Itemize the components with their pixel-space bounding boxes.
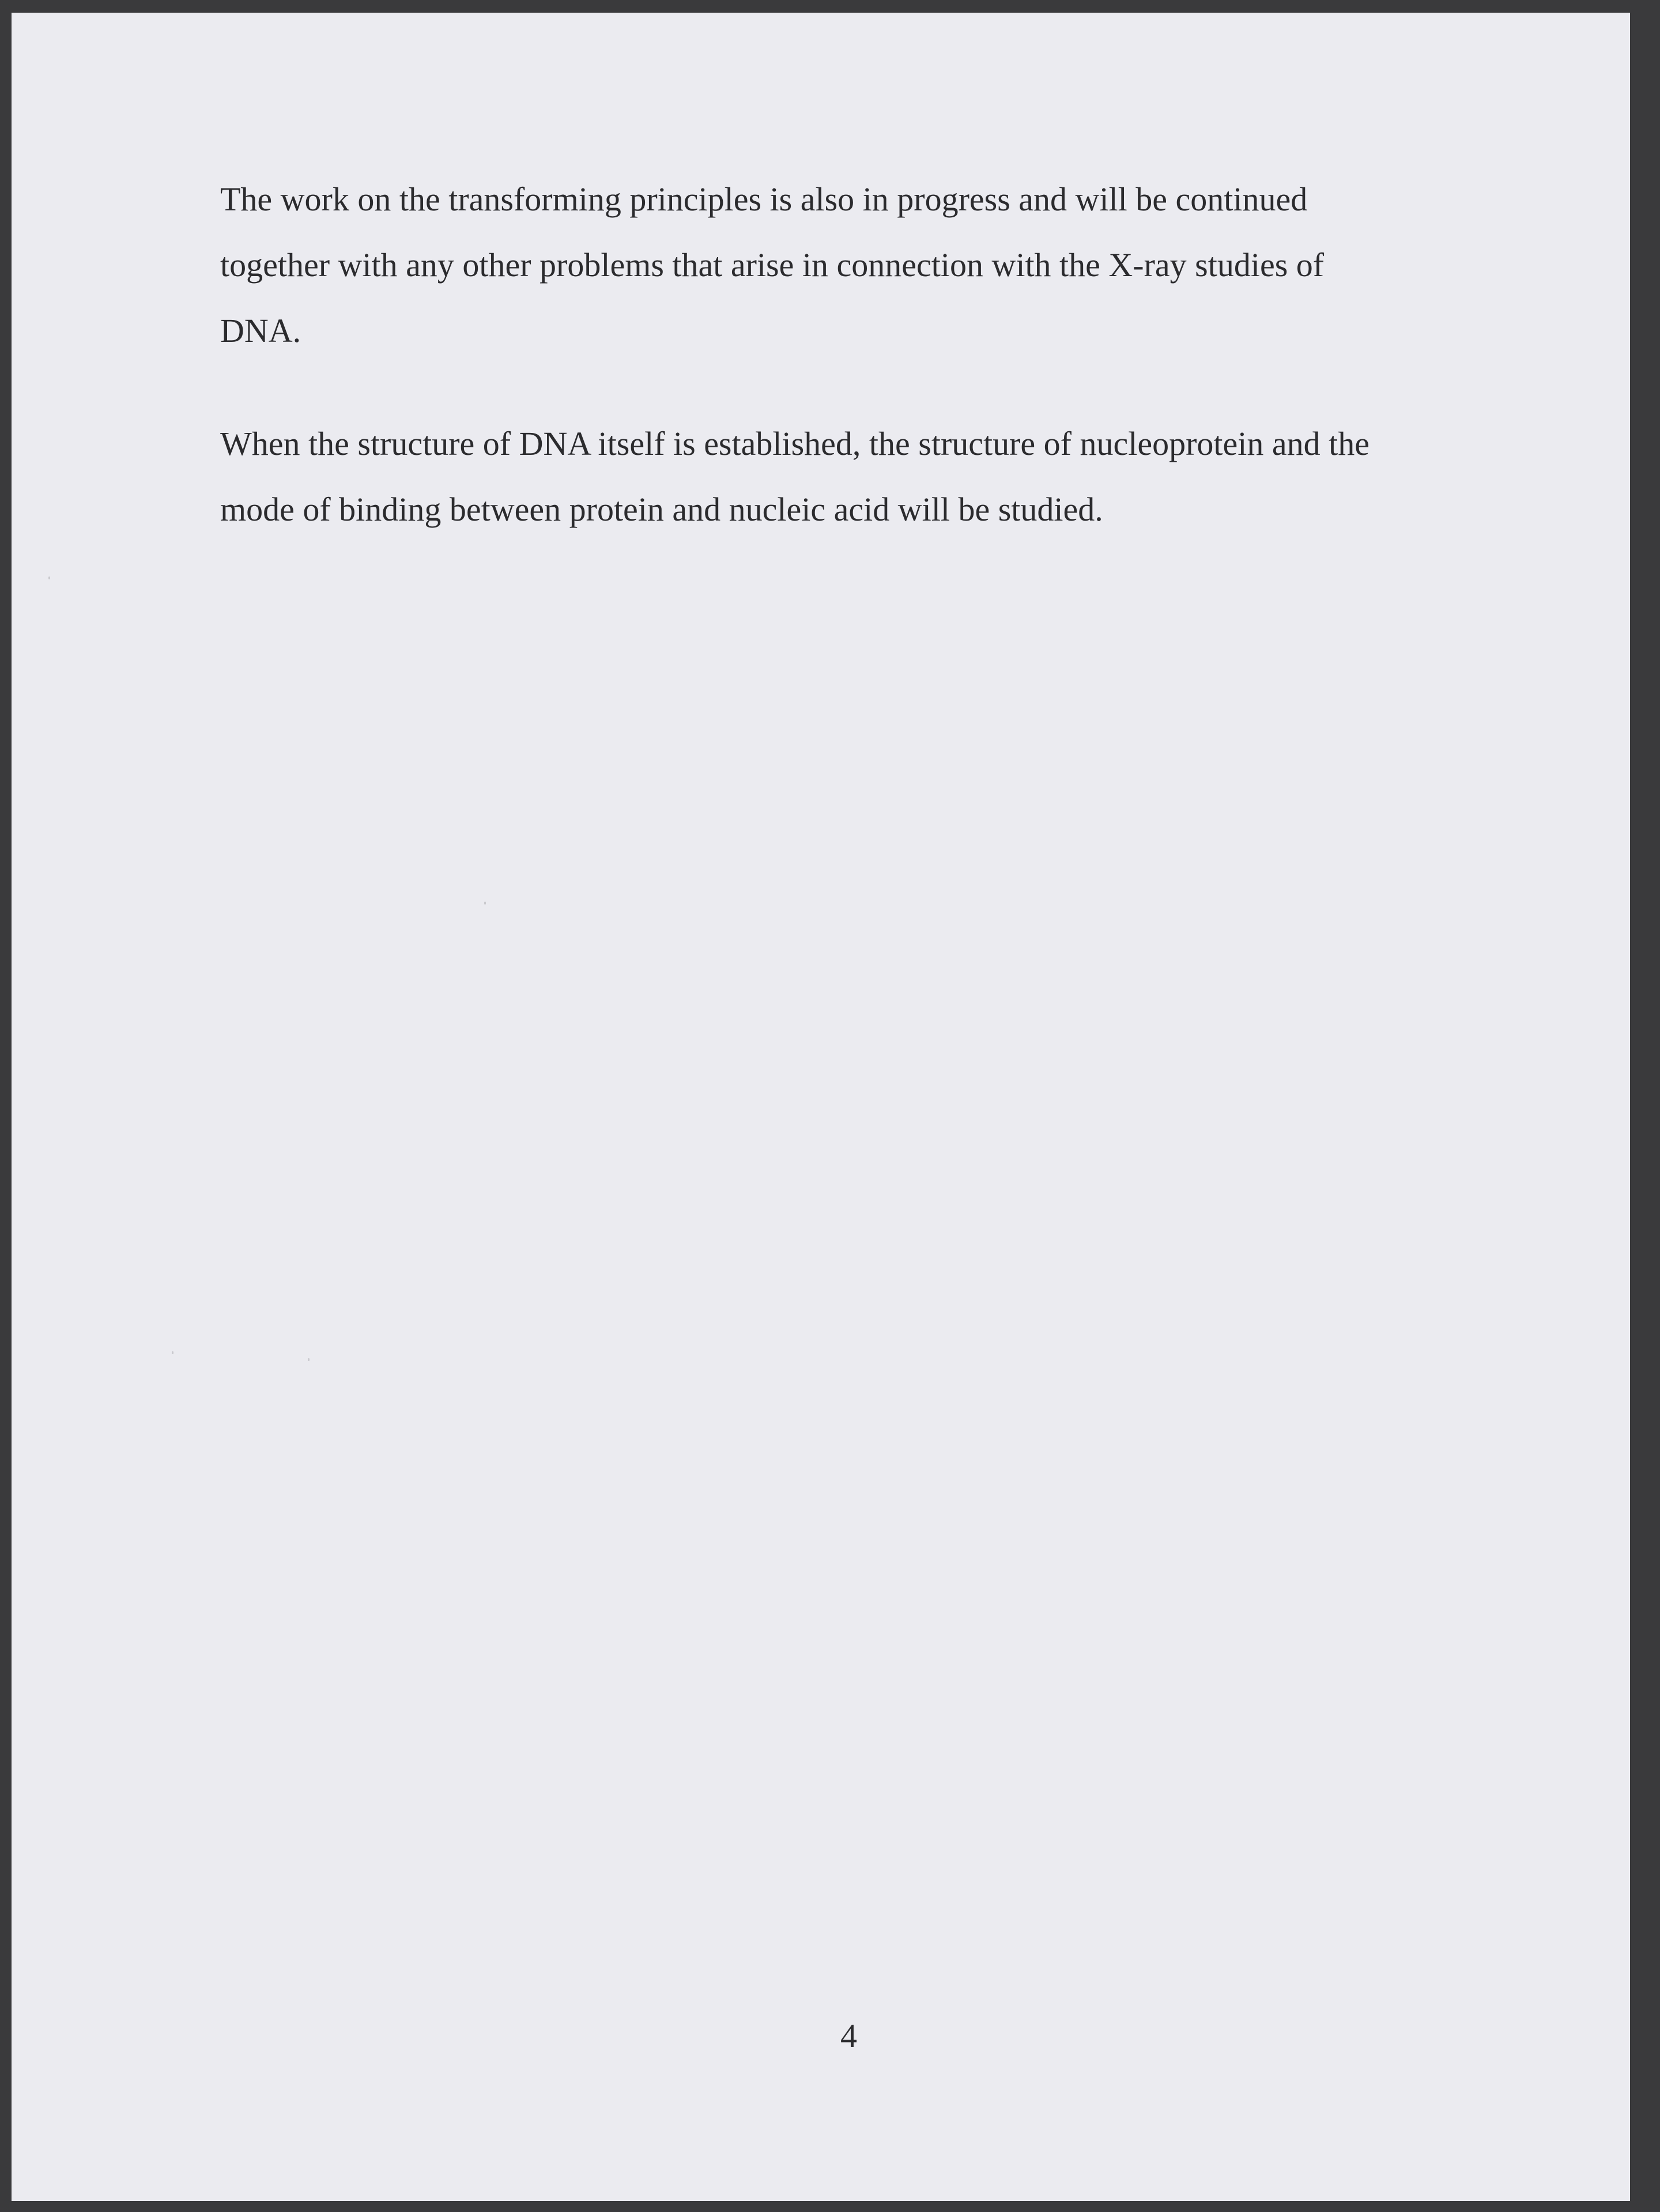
document-page: [12, 13, 1630, 2201]
paper-speck: [308, 1358, 310, 1361]
paper-speck: [172, 1351, 173, 1354]
paragraph-line: DNA.: [220, 312, 301, 349]
paper-speck: [484, 902, 486, 905]
paragraph-line: together with any other problems that arise in connection with the X-ray studies of: [220, 246, 1325, 284]
page-number: 4: [840, 2017, 857, 2055]
paragraph-line: The work on the transforming principles is also in progress and will be continued: [220, 180, 1308, 218]
paragraph-line: When the structure of DNA itself is established, the structure of nucleoprotein and the: [220, 425, 1369, 462]
paper-speck: [48, 576, 50, 579]
paragraph-line: mode of binding between protein and nucleic acid will be studied.: [220, 491, 1103, 528]
